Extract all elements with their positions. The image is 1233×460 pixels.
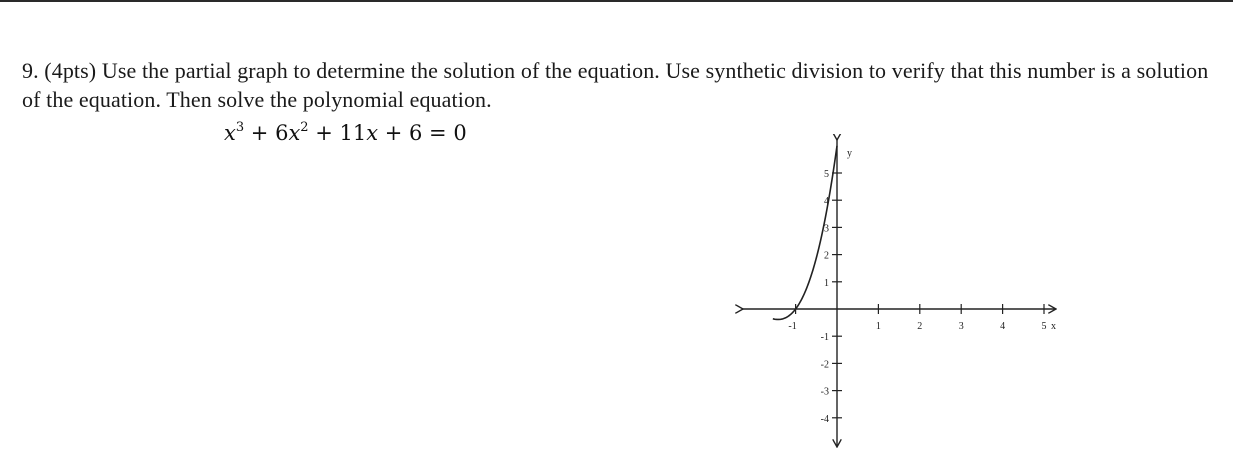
y-tick-label: -2 [820, 359, 829, 371]
eq-var-x3: x [366, 121, 379, 145]
x-axis-label: x [1051, 321, 1056, 332]
eq-term-6: + 6 [244, 121, 289, 145]
y-tick-label: 3 [824, 223, 829, 235]
eq-exp-3: 3 [235, 120, 245, 135]
x-tick-label: 5 [1041, 321, 1047, 332]
eq-term-11: + 11 [308, 121, 367, 145]
x-tick-label: 2 [917, 321, 923, 332]
x-tick-label: 3 [958, 321, 964, 332]
polynomial-equation [224, 121, 467, 145]
y-tick-label: 2 [824, 250, 829, 262]
eq-var-x2: x [288, 121, 301, 145]
x-tick-label: 1 [875, 321, 881, 332]
y-axis-label: y [847, 148, 852, 159]
y-tick-label: -1 [820, 332, 829, 344]
y-tick-label: 4 [824, 196, 829, 208]
top-rule [0, 0, 1233, 2]
y-tick-label: -4 [820, 413, 829, 425]
eq-exp-2: 2 [300, 120, 309, 135]
partial-graph [732, 134, 1072, 454]
x-tick-label: -1 [788, 321, 797, 332]
eq-term-const: + 6 = 0 [378, 121, 467, 145]
problem-statement: 9. (4pts) Use the partial graph to determine the solution of the equation. Use synthetic division to verify that this number is a solution of the equation. Then solve the polynomial equation. [22, 58, 1209, 112]
x-tick-label: 4 [1000, 321, 1006, 332]
y-tick-label: 1 [824, 277, 829, 289]
y-tick-label: -3 [820, 386, 829, 398]
eq-var-x1: x [224, 121, 236, 145]
y-tick-label: 5 [824, 169, 829, 180]
